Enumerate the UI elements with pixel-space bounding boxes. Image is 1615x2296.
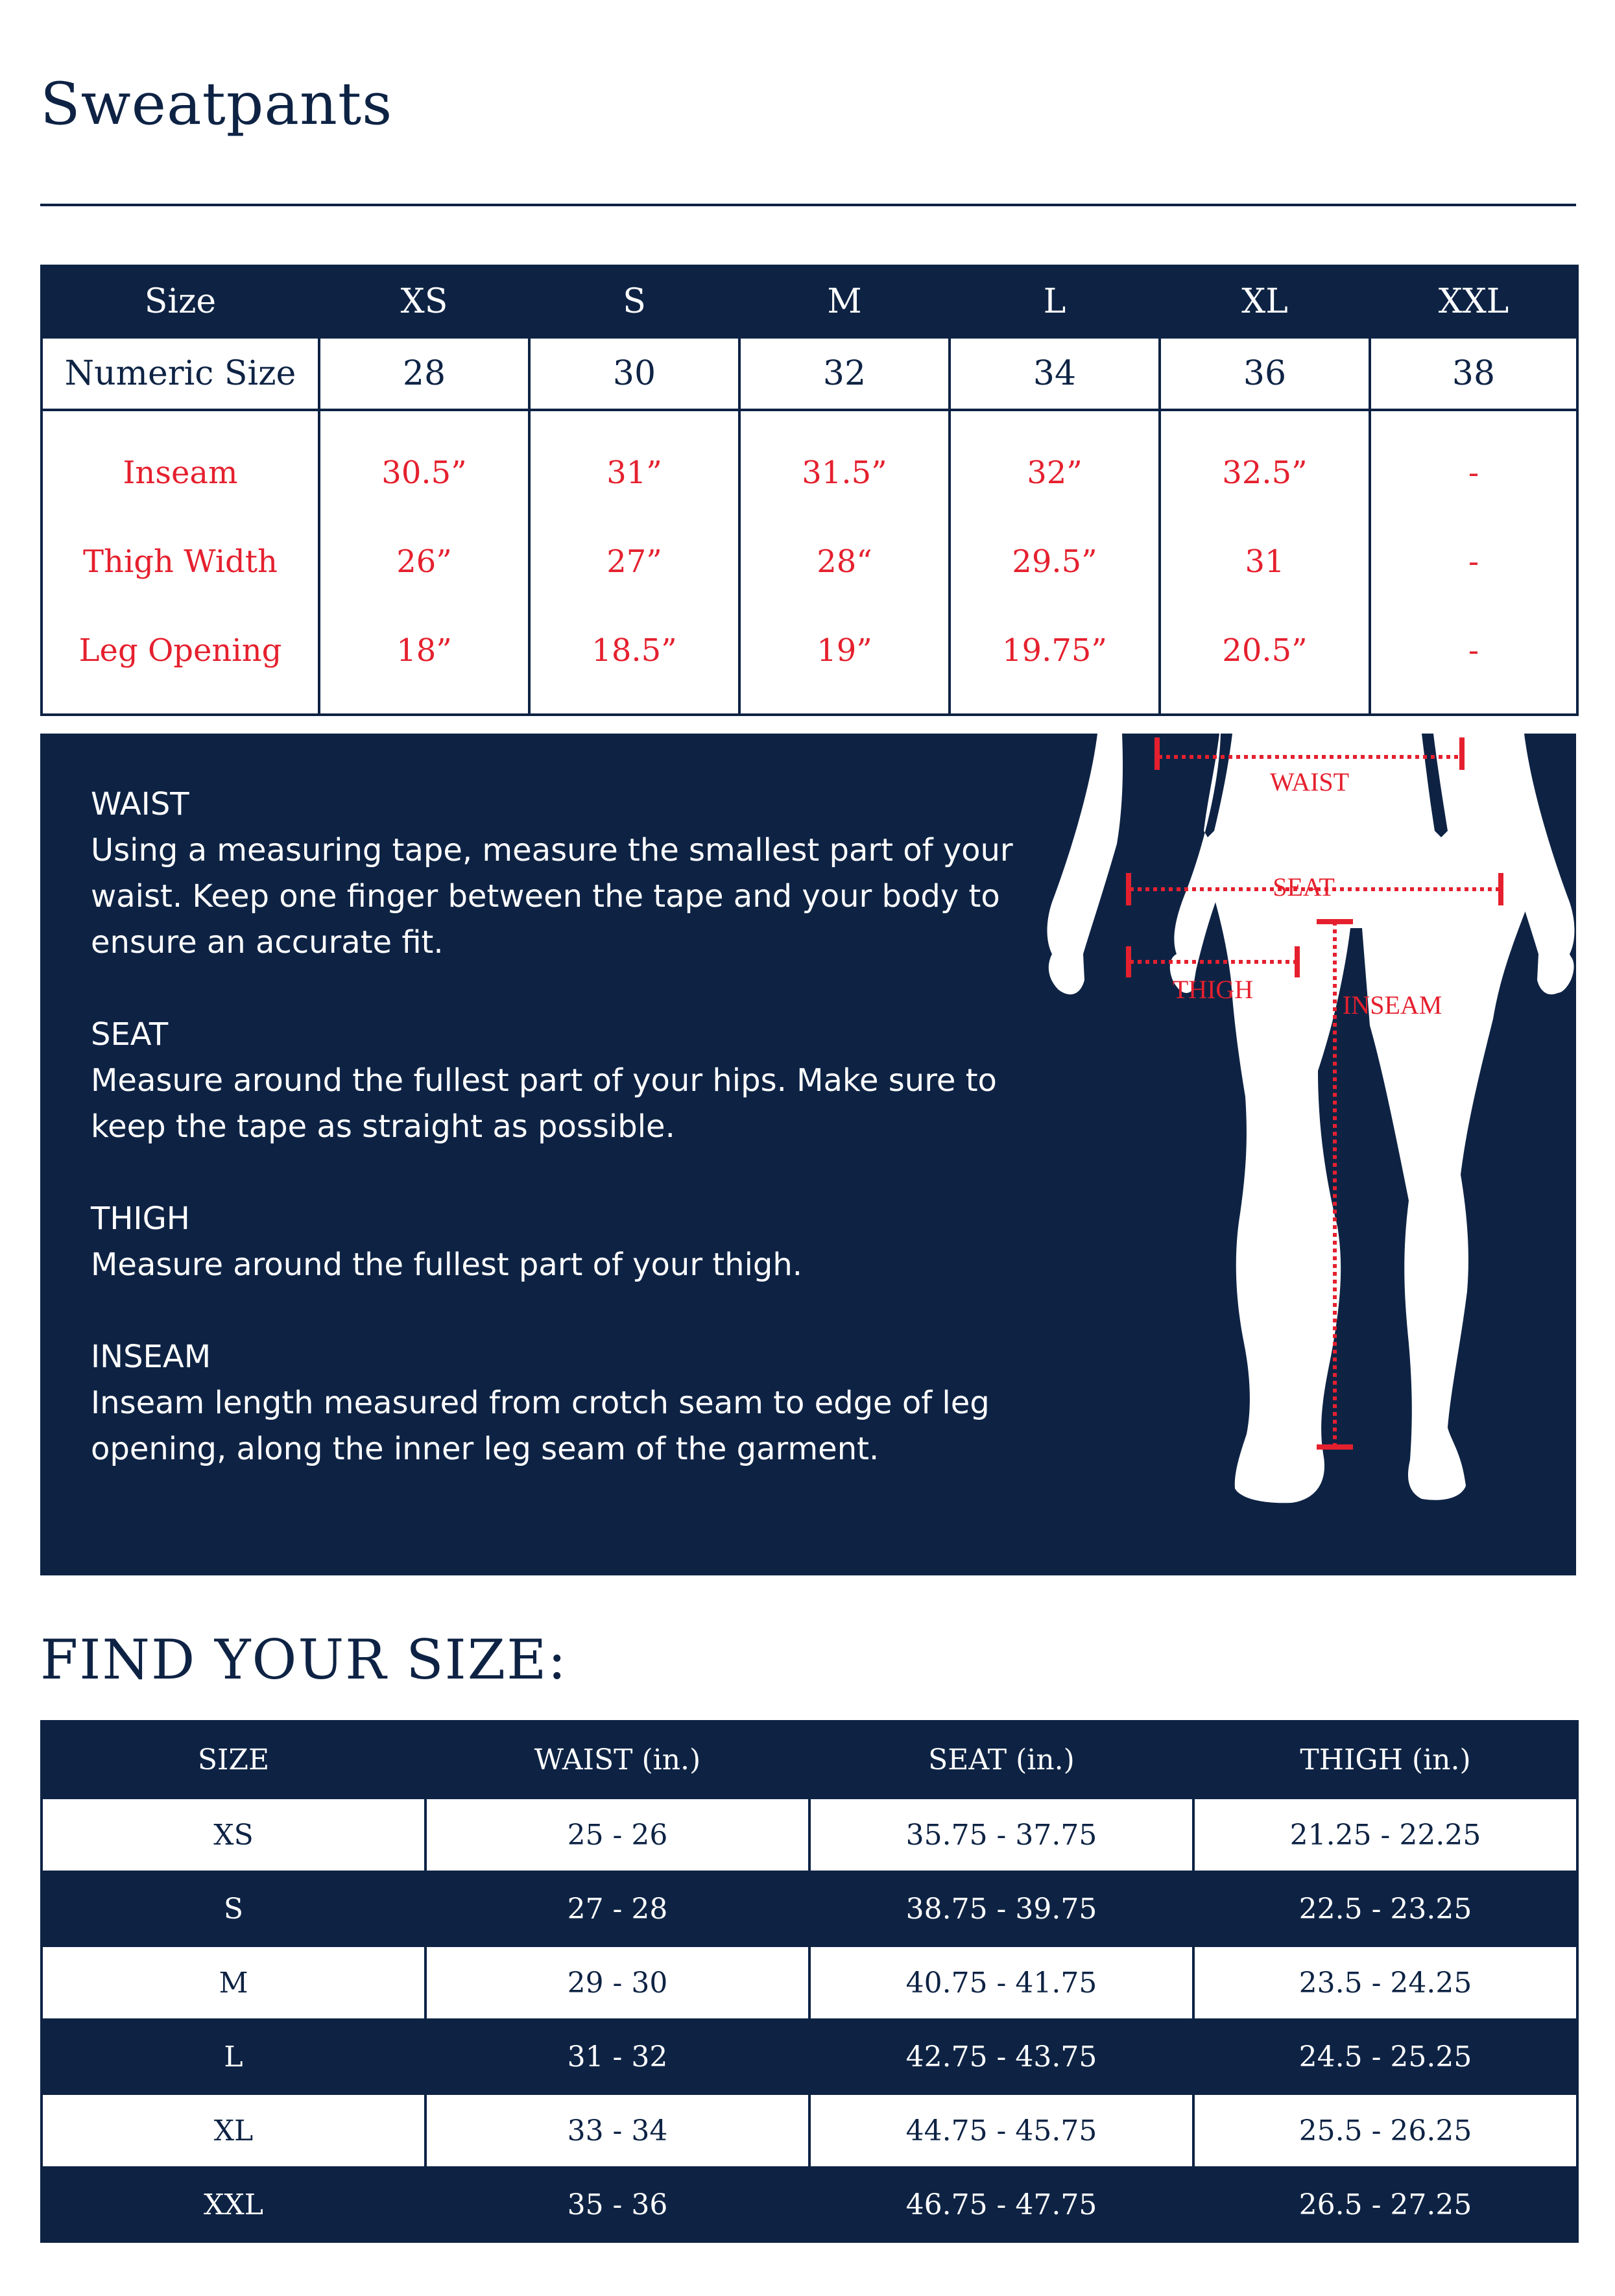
left-arm-silhouette bbox=[1047, 734, 1123, 994]
fit-thigh-cell: 21.25 - 22.25 bbox=[1193, 1798, 1577, 1872]
inseam-cell: 32.5” bbox=[1160, 410, 1370, 521]
thigh-width-label: Thigh Width bbox=[42, 521, 319, 602]
thigh-width-cell: 27” bbox=[529, 521, 739, 602]
thigh-width-cell: 26” bbox=[319, 521, 529, 602]
fit-waist-cell: 33 - 34 bbox=[425, 2094, 809, 2168]
table-row bbox=[42, 1872, 1577, 1946]
leg-opening-cell: 18” bbox=[319, 602, 529, 715]
size-chart-header-row bbox=[42, 266, 1577, 337]
inseam-instruction bbox=[91, 1334, 1051, 1472]
seat-heading: SEAT bbox=[91, 1016, 169, 1053]
thigh-width-cell: 29.5” bbox=[950, 521, 1160, 602]
fit-seat-cell: 46.75 - 47.75 bbox=[809, 2168, 1193, 2242]
thigh-width-cell: - bbox=[1370, 521, 1577, 602]
fit-seat-cell: 38.75 - 39.75 bbox=[809, 1872, 1193, 1946]
size-header-xs: XS bbox=[319, 266, 529, 337]
fit-header-row bbox=[42, 1721, 1577, 1798]
numeric-size-label: Numeric Size bbox=[42, 337, 319, 410]
fit-thigh-cell: 24.5 - 25.25 bbox=[1193, 2020, 1577, 2094]
fit-seat-cell: 35.75 - 37.75 bbox=[809, 1798, 1193, 1872]
inseam-row bbox=[42, 410, 1577, 521]
inseam-cell: 31” bbox=[529, 410, 739, 521]
numeric-size-cell: 30 bbox=[529, 337, 739, 410]
find-your-size-table bbox=[40, 1720, 1579, 2243]
body-measurement-figure bbox=[1046, 734, 1576, 1575]
leg-opening-cell: 19.75” bbox=[950, 602, 1160, 715]
fit-size-cell: L bbox=[42, 2020, 425, 2094]
size-header-xl: XL bbox=[1160, 266, 1370, 337]
inseam-label: Inseam bbox=[42, 410, 319, 521]
size-chart-table bbox=[40, 265, 1579, 716]
fit-header-seat: SEAT (in.) bbox=[809, 1721, 1193, 1798]
numeric-size-cell: 36 bbox=[1160, 337, 1370, 410]
table-row bbox=[42, 2020, 1577, 2094]
thigh-text: Measure around the fullest part of your thigh. bbox=[91, 1247, 803, 1283]
leg-opening-cell: - bbox=[1370, 602, 1577, 715]
fit-header-waist: WAIST (in.) bbox=[425, 1721, 809, 1798]
find-your-size-title: FIND YOUR SIZE: bbox=[40, 1628, 568, 1692]
leg-opening-cell: 19” bbox=[739, 602, 950, 715]
fit-size-cell: S bbox=[42, 1872, 425, 1946]
thigh-width-cell: 28“ bbox=[739, 521, 950, 602]
fit-waist-cell: 35 - 36 bbox=[425, 2168, 809, 2242]
numeric-size-cell: 38 bbox=[1370, 337, 1577, 410]
fit-size-cell: M bbox=[42, 1946, 425, 2020]
fit-seat-cell: 40.75 - 41.75 bbox=[809, 1946, 1193, 2020]
numeric-size-cell: 32 bbox=[739, 337, 950, 410]
leg-opening-cell: 18.5” bbox=[529, 602, 739, 715]
fit-size-cell: XL bbox=[42, 2094, 425, 2168]
thigh-label: THIGH bbox=[1172, 975, 1254, 1004]
inseam-heading: INSEAM bbox=[91, 1339, 211, 1375]
waist-instruction bbox=[91, 782, 1051, 966]
fit-thigh-cell: 26.5 - 27.25 bbox=[1193, 2168, 1577, 2242]
waist-label: WAIST bbox=[1269, 767, 1350, 796]
leg-opening-label: Leg Opening bbox=[42, 602, 319, 715]
thigh-width-row bbox=[42, 521, 1577, 602]
leg-opening-row bbox=[42, 602, 1577, 715]
inseam-label: INSEAM bbox=[1343, 990, 1442, 1020]
numeric-size-cell: 28 bbox=[319, 337, 529, 410]
inseam-cell: - bbox=[1370, 410, 1577, 521]
seat-text: Measure around the fullest part of your hips. Make sure to keep the tape as straight as possible. bbox=[91, 1062, 997, 1145]
size-header-l: L bbox=[950, 266, 1160, 337]
leg-opening-cell: 20.5” bbox=[1160, 602, 1370, 715]
size-header-m: M bbox=[739, 266, 950, 337]
fit-thigh-cell: 22.5 - 23.25 bbox=[1193, 1872, 1577, 1946]
fit-size-cell: XS bbox=[42, 1798, 425, 1872]
fit-seat-cell: 44.75 - 45.75 bbox=[809, 2094, 1193, 2168]
thigh-width-cell: 31 bbox=[1160, 521, 1370, 602]
thigh-instruction bbox=[91, 1196, 1051, 1288]
inseam-cell: 31.5” bbox=[739, 410, 950, 521]
seat-instruction bbox=[91, 1012, 1051, 1150]
waist-heading: WAIST bbox=[91, 786, 189, 822]
fit-thigh-cell: 23.5 - 24.25 bbox=[1193, 1946, 1577, 2020]
seat-label: SEAT bbox=[1273, 872, 1335, 902]
fit-seat-cell: 42.75 - 43.75 bbox=[809, 2020, 1193, 2094]
title-divider bbox=[40, 204, 1576, 206]
table-row bbox=[42, 1798, 1577, 1872]
table-row bbox=[42, 2094, 1577, 2168]
fit-thigh-cell: 25.5 - 26.25 bbox=[1193, 2094, 1577, 2168]
table-row bbox=[42, 1946, 1577, 2020]
fit-header-thigh: THIGH (in.) bbox=[1193, 1721, 1577, 1798]
inseam-cell: 32” bbox=[950, 410, 1160, 521]
fit-header-size: SIZE bbox=[42, 1721, 425, 1798]
inseam-text: Inseam length measured from crotch seam to edge of leg opening, along the inner leg seam of the garment. bbox=[91, 1385, 990, 1467]
numeric-size-row bbox=[42, 337, 1577, 410]
measuring-instructions bbox=[91, 782, 1051, 1518]
fit-waist-cell: 25 - 26 bbox=[425, 1798, 809, 1872]
size-header-s: S bbox=[529, 266, 739, 337]
waist-text: Using a measuring tape, measure the smallest part of your waist. Keep one finger between the tape and your body to ensure an accurate fit. bbox=[91, 832, 1013, 961]
fit-waist-cell: 27 - 28 bbox=[425, 1872, 809, 1946]
table-row bbox=[42, 2168, 1577, 2242]
size-header-label: Size bbox=[42, 266, 319, 337]
fit-waist-cell: 29 - 30 bbox=[425, 1946, 809, 2020]
thigh-heading: THIGH bbox=[91, 1201, 190, 1237]
measuring-guide-panel bbox=[40, 734, 1576, 1575]
numeric-size-cell: 34 bbox=[950, 337, 1160, 410]
size-header-xxl: XXL bbox=[1370, 266, 1577, 337]
page-title: Sweatpants bbox=[40, 70, 393, 138]
fit-waist-cell: 31 - 32 bbox=[425, 2020, 809, 2094]
inseam-cell: 30.5” bbox=[319, 410, 529, 521]
fit-size-cell: XXL bbox=[42, 2168, 425, 2242]
